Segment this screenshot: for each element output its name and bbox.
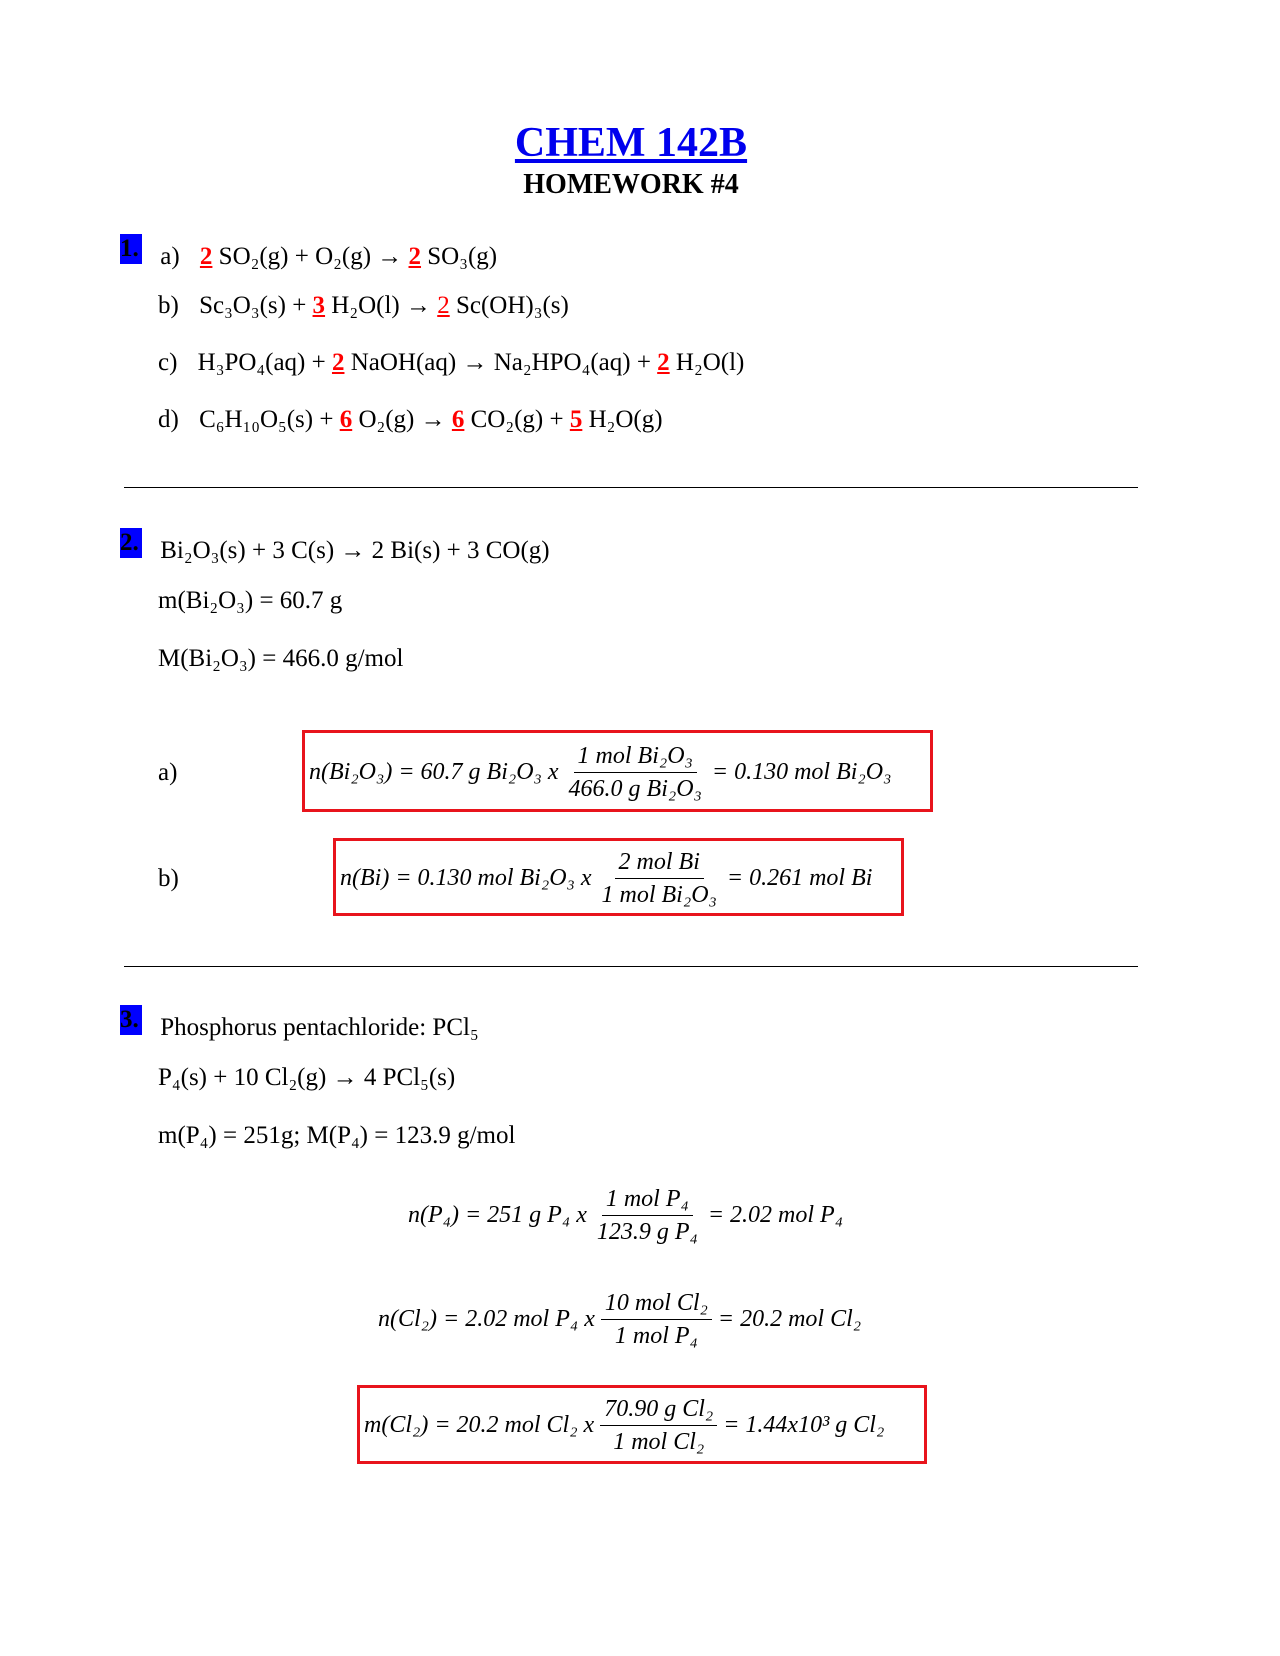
q2-reaction-row <box>120 528 550 566</box>
q3-e1-fraction <box>593 1185 702 1246</box>
q1-d-text-4: H₂O(g) <box>588 406 663 433</box>
q2-a-lhs: n(Bi₂O₃) = 60.7 <box>309 759 463 785</box>
document-subtitle: HOMEWORK #4 <box>523 169 739 200</box>
q1-b-coef-2: 2 <box>437 292 450 319</box>
q1-number: 1. <box>120 234 142 264</box>
q1-c-coef-1: 2 <box>331 349 345 376</box>
q3-e3-rhs: = 1.44x10³ g Cl₂ <box>723 1412 885 1438</box>
q1-c-row <box>158 348 744 378</box>
q1-d-text-3: CO₂(g) + <box>470 406 564 433</box>
q1-c-label: c) <box>158 349 178 376</box>
q2-mass: m(Bi₂O₃) = 60.7 g <box>158 587 343 614</box>
q2-a-numerator: 1 mol Bi₂O₃ <box>574 742 697 773</box>
q1-a-label: a) <box>160 243 180 270</box>
section-divider-2 <box>124 966 1138 967</box>
q2-b-label: b) <box>158 865 179 892</box>
q3-equation-2 <box>378 1286 861 1352</box>
q1-d-coef-1: 6 <box>339 406 353 433</box>
q3-equation-1 <box>408 1182 843 1248</box>
q1-d-coef-3: 5 <box>569 406 583 433</box>
q3-e3-denominator: 1 mol Cl₂ <box>613 1428 705 1455</box>
q3-e3-numerator: 70.90 g Cl₂ <box>600 1395 717 1426</box>
document-title: CHEM 142B <box>514 120 748 166</box>
q2-b-numerator: 2 mol Bi <box>615 848 704 879</box>
q2-b-answer-box <box>333 838 904 916</box>
q2-b-lhs: n(Bi) = 0.130 <box>340 865 472 891</box>
q1-c-text-2: NaOH(aq) → Na₂HPO₄(aq) + <box>350 349 651 376</box>
q3-equation-3 <box>364 1393 884 1457</box>
q1-b-coef-1: 3 <box>312 292 326 319</box>
q2-number: 2. <box>120 528 142 558</box>
q1-a-coef-2: 2 <box>408 243 422 270</box>
q2-b-rhs: = 0.261 mol Bi <box>726 865 873 891</box>
q1-c-text-1: H₃PO₄(aq) + <box>197 349 326 376</box>
q2-a-label: a) <box>158 759 178 786</box>
q2-b-equation <box>340 846 872 910</box>
q1-b-text-3: Sc(OH)₃(s) <box>455 292 569 319</box>
q3-given: m(P₄) = 251g; M(P₄) = 123.9 g/mol <box>158 1122 516 1149</box>
q1-b-text-1: Sc₃O₃(s) + <box>199 292 307 319</box>
q1-d-label: d) <box>158 406 179 433</box>
q2-a-rhs: = 0.130 mol Bi₂O₃ <box>711 759 892 785</box>
q3-e2-denominator: 1 mol P₄ <box>614 1322 698 1349</box>
q1-a-coef-1: 2 <box>199 243 213 270</box>
q3-e1-numerator: 1 mol P₄ <box>602 1185 693 1216</box>
q2-b-denominator: 1 mol Bi₂O₃ <box>601 881 717 908</box>
q3-e1-denominator: 123.9 g P₄ <box>596 1218 698 1245</box>
q1-d-coef-2: 6 <box>451 406 465 433</box>
q1-c-text-3: H₂O(l) <box>675 349 745 376</box>
q3-e3-lhs: m(Cl₂) = 20.2 mol Cl₂ x <box>364 1412 595 1438</box>
q2-molar-mass: M(Bi₂O₃) = 466.0 g/mol <box>158 645 404 672</box>
q3-number: 3. <box>120 1005 142 1035</box>
q3-e2-rhs: = 20.2 mol Cl₂ <box>717 1306 862 1332</box>
q1-a-row <box>120 234 497 272</box>
q2-b-fraction <box>598 848 721 909</box>
q1-a-text-1: SO₂(g) + O₂(g) → <box>218 243 403 270</box>
q3-e1-rhs: = 2.02 mol P₄ <box>707 1202 844 1228</box>
q3-answer-box <box>357 1385 927 1464</box>
q1-b-text-2: H₂O(l) → <box>331 292 431 319</box>
q3-e3-fraction <box>600 1395 717 1456</box>
q1-d-text-2: O₂(g) → <box>358 406 446 433</box>
q3-e2-numerator: 10 mol Cl₂ <box>601 1289 712 1320</box>
section-divider-1 <box>124 487 1138 488</box>
q1-a-text-2: SO₃(g) <box>427 243 498 270</box>
q3-compound-row <box>120 1005 479 1043</box>
q3-e2-lhs: n(Cl₂) = 2.02 mol P₄ x <box>378 1306 595 1332</box>
q1-b-row <box>158 291 569 321</box>
q1-b-label: b) <box>158 292 179 319</box>
q2-b-given: mol Bi₂O₃ x <box>477 865 592 891</box>
q3-compound: Phosphorus pentachloride: PCl₅ <box>160 1014 479 1041</box>
q2-a-equation <box>309 739 891 805</box>
q1-c-coef-2: 2 <box>657 349 670 376</box>
q2-a-fraction <box>565 742 706 803</box>
q3-e1-lhs: n(P₄) = 251 g P₄ x <box>408 1202 587 1228</box>
q2-a-answer-box <box>302 730 933 812</box>
q2-reaction: Bi₂O₃(s) + 3 C(s) → 2 Bi(s) + 3 CO(g) <box>160 537 550 564</box>
q1-d-text-1: C₆H₁₀O₅(s) + <box>199 406 334 433</box>
q2-a-given: g Bi₂O₃ x <box>468 759 559 785</box>
q3-reaction: P₄(s) + 10 Cl₂(g) → 4 PCl₅(s) <box>158 1064 456 1091</box>
q2-a-denominator: 466.0 g Bi₂O₃ <box>568 775 702 802</box>
q1-d-row <box>158 405 663 435</box>
q3-e2-fraction <box>601 1289 712 1350</box>
